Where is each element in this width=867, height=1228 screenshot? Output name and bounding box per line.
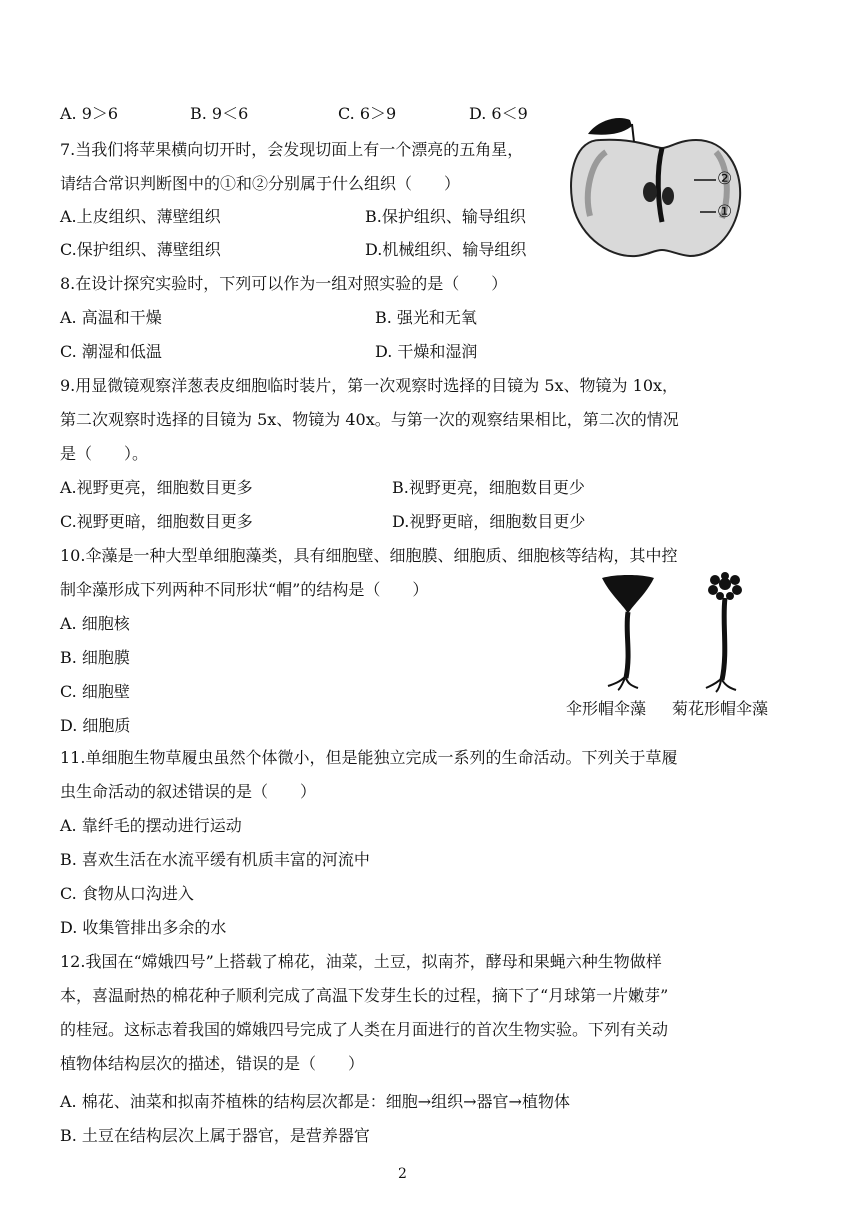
q11-option-a: A. 靠纤毛的摆动进行运动	[60, 816, 242, 835]
q11-option-c: C. 食物从口沟进入	[60, 884, 194, 903]
q9-stem-line-1: 9.用显微镜观察洋葱表皮细胞临时装片，第一次观察时选择的目镜为 5x、物镜为 10x，	[60, 376, 679, 395]
q8-option-a: A. 高温和干燥	[60, 308, 162, 327]
q10-option-b: B. 细胞膜	[60, 648, 130, 667]
q7-stem-line-1: 7.当我们将苹果横向切开时，会发现切面上有一个漂亮的五角星，	[60, 140, 524, 159]
q11-option-d: D. 收集管排出多余的水	[60, 918, 227, 937]
umbrella-cap-acetabularia-figure	[598, 572, 658, 692]
q12-stem-line-3: 的桂冠。这标志着我国的嫦娥四号完成了人类在月面进行的首次生物实验。下列有关动	[60, 1020, 669, 1039]
q7-option-d: D.机械组织、输导组织	[365, 240, 527, 259]
q6-option-a: A. 9＞6	[60, 104, 119, 123]
q12-option-b: B. 土豆在结构层次上属于器官，是营养器官	[60, 1126, 370, 1145]
q11-option-b: B. 喜欢生活在水流平缓有机质丰富的河流中	[60, 850, 370, 869]
apple-label-1: ①	[717, 202, 733, 222]
q7-stem-line-2: 请结合常识判断图中的①和②分别属于什么组织（ ）	[60, 174, 461, 193]
q10-option-d: D. 细胞质	[60, 716, 131, 735]
q6-option-d: D. 6＜9	[469, 104, 528, 123]
q8-option-b: B. 强光和无氧	[375, 308, 477, 327]
q9-stem-line-2: 第二次观察时选择的目镜为 5x、物镜为 40x。与第一次的观察结果相比，第二次的情况	[60, 410, 679, 429]
q9-option-c: C.视野更暗，细胞数目更多	[60, 512, 253, 531]
q10-stem-line-1: 10.伞藻是一种大型单细胞藻类，具有细胞壁、细胞膜、细胞质、细胞核等结构，其中控	[60, 546, 678, 565]
q12-stem-line-1: 12.我国在“嫦娥四号”上搭载了棉花，油菜，土豆，拟南芥，酵母和果蝇六种生物做样	[60, 952, 662, 971]
q6-option-b: B. 9＜6	[190, 104, 249, 123]
chrysanthemum-cap-acetabularia-figure	[700, 572, 750, 694]
chrysanthemum-cap-caption: 菊花形帽伞藻	[672, 699, 769, 718]
q7-option-b: B.保护组织、输导组织	[365, 207, 526, 226]
q10-option-a: A. 细胞核	[60, 614, 130, 633]
page-number: 2	[398, 1166, 407, 1182]
q9-option-a: A.视野更亮，细胞数目更多	[60, 478, 253, 497]
q6-option-c: C. 6＞9	[338, 104, 397, 123]
q10-stem-line-2: 制伞藻形成下列两种不同形状“帽”的结构是（ ）	[60, 580, 429, 599]
q12-stem-line-4: 植物体结构层次的描述，错误的是（ ）	[60, 1054, 365, 1073]
q12-option-a: A. 棉花、油菜和拟南芥植株的结构层次都是：细胞→组织→器官→植物体	[60, 1092, 570, 1111]
q8-stem-line-1: 8.在设计探究实验时，下列可以作为一组对照实验的是（ ）	[60, 274, 508, 293]
q11-stem-line-1: 11.单细胞生物草履虫虽然个体微小，但是能独立完成一系列的生命活动。下列关于草履	[60, 748, 678, 767]
q7-option-a: A.上皮组织、薄壁组织	[60, 207, 221, 226]
apple-label-2: ②	[717, 169, 733, 189]
q7-option-c: C.保护组织、薄壁组织	[60, 240, 221, 259]
q9-stem-line-3: 是（ ）。	[60, 444, 149, 463]
q8-option-d: D. 干燥和湿润	[375, 342, 478, 361]
q12-stem-line-2: 本，喜温耐热的棉花种子顺利完成了高温下发芽生长的过程，摘下了“月球第一片嫩芽”	[60, 986, 669, 1005]
q9-option-d: D.视野更暗，细胞数目更少	[392, 512, 586, 531]
q11-stem-line-2: 虫生命活动的叙述错误的是（ ）	[60, 782, 317, 801]
q8-option-c: C. 潮湿和低温	[60, 342, 162, 361]
q9-option-b: B.视野更亮，细胞数目更少	[392, 478, 585, 497]
q10-option-c: C. 细胞壁	[60, 682, 130, 701]
umbrella-cap-caption: 伞形帽伞藻	[566, 699, 647, 718]
